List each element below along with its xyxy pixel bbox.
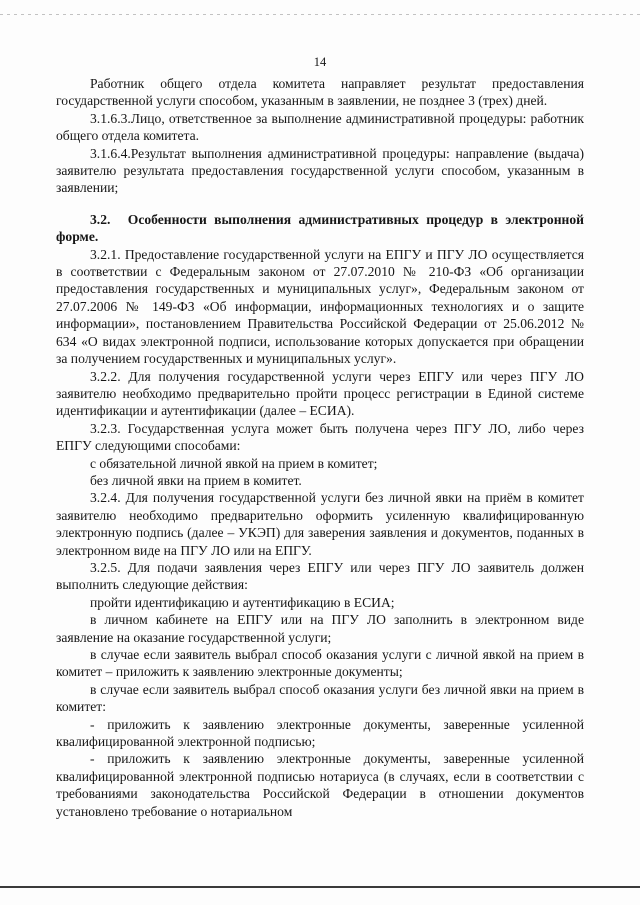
section-heading [56,211,584,246]
list-item: с обязательной личной явкой на прием в комитет; [90,455,378,471]
section-number: 3.2. [90,211,111,227]
spacer [56,197,584,211]
paragraph: 3.2.3. Государственная услуга может быть получена через ПГУ ЛО, либо через ЕПГУ следующими способами: [56,420,584,454]
list-item: без личной явки на прием в комитет. [90,472,302,488]
scan-edge-top [0,14,640,15]
paragraph: 3.2.1. Предоставление государственной услуги на ЕПГУ и ПГУ ЛО осуществляется в соответствии с Федеральным законом от 27.07.2010 № 210-ФЗ «Об организации предоставления государственных и муниципальных услуг», Федеральным законом от 27.07.2006 № 149-ФЗ «Об информации, информационных технологиях и о защите информации», постановлением Правительства Российской Федерации от 25.06.2012 № 634 «О видах электронной подписи, использование которых допускается при обращении за получением государственных и муниципальных услуг». [56,246,584,367]
paragraph: 3.2.2. Для получения государственной услуги через ЕПГУ или через ПГУ ЛО заявителю необходимо предварительно пройти процесс регистрации в Единой системе идентификации и аутентификации (далее – ЕСИА). [56,368,584,419]
section-title: Особенности выполнения административных процедур в электронной форме. [56,211,584,245]
list-item: - приложить к заявлению электронные документы, заверенные усиленной квалифицированной электронной подписью нотариуса (в случаях, если в соответствии с требованиями законодательства Российской Федерации в отношении документов установлено требование о нотариальном [56,751,584,819]
page-number: 14 [313,55,327,69]
list-item: пройти идентификацию и аутентификацию в ЕСИА; [90,594,395,610]
paragraph: 3.1.6.4.Результат выполнения административной процедуры: направление (выдача) заявителю результата предоставления государственной услуги способом, указанным в заявлении; [56,145,584,196]
list-item: в случае если заявитель выбрал способ оказания услуги с личной явкой на прием в комитет – приложить к заявлению электронные документы; [56,647,584,680]
document-body [56,75,584,820]
list-item: в случае если заявитель выбрал способ оказания услуги без личной явки на прием в комитет: [56,681,584,715]
paragraph: 3.1.6.3.Лицо, ответственное за выполнение административной процедуры: работник общего отдела комитета. [56,110,584,144]
paragraph: Работник общего отдела комитета направляет результат предоставления государственной услуги способом, указанным в заявлении, не позднее 3 (трех) дней. [56,76,584,109]
paragraph: 3.2.4. Для получения государственной услуги без личной явки на приём в комитет заявителю необходимо предварительно оформить усиленную квалифицированную электронную подпись (далее – УКЭП) для заверения заявления и документов, поданных в электронном виде на ПГУ ЛО или на ЕПГУ. [56,490,584,558]
list-item: - приложить к заявлению электронные документы, заверенные усиленной квалифицированной электронной подписью; [56,716,584,750]
paragraph: 3.2.5. Для подачи заявления через ЕПГУ или через ПГУ ЛО заявитель должен выполнить следующие действия: [56,559,584,593]
list-item: в личном кабинете на ЕПГУ или на ПГУ ЛО заполнить в электронном виде заявление на оказание государственной услуги; [56,612,584,645]
scan-edge-bottom [0,886,640,888]
